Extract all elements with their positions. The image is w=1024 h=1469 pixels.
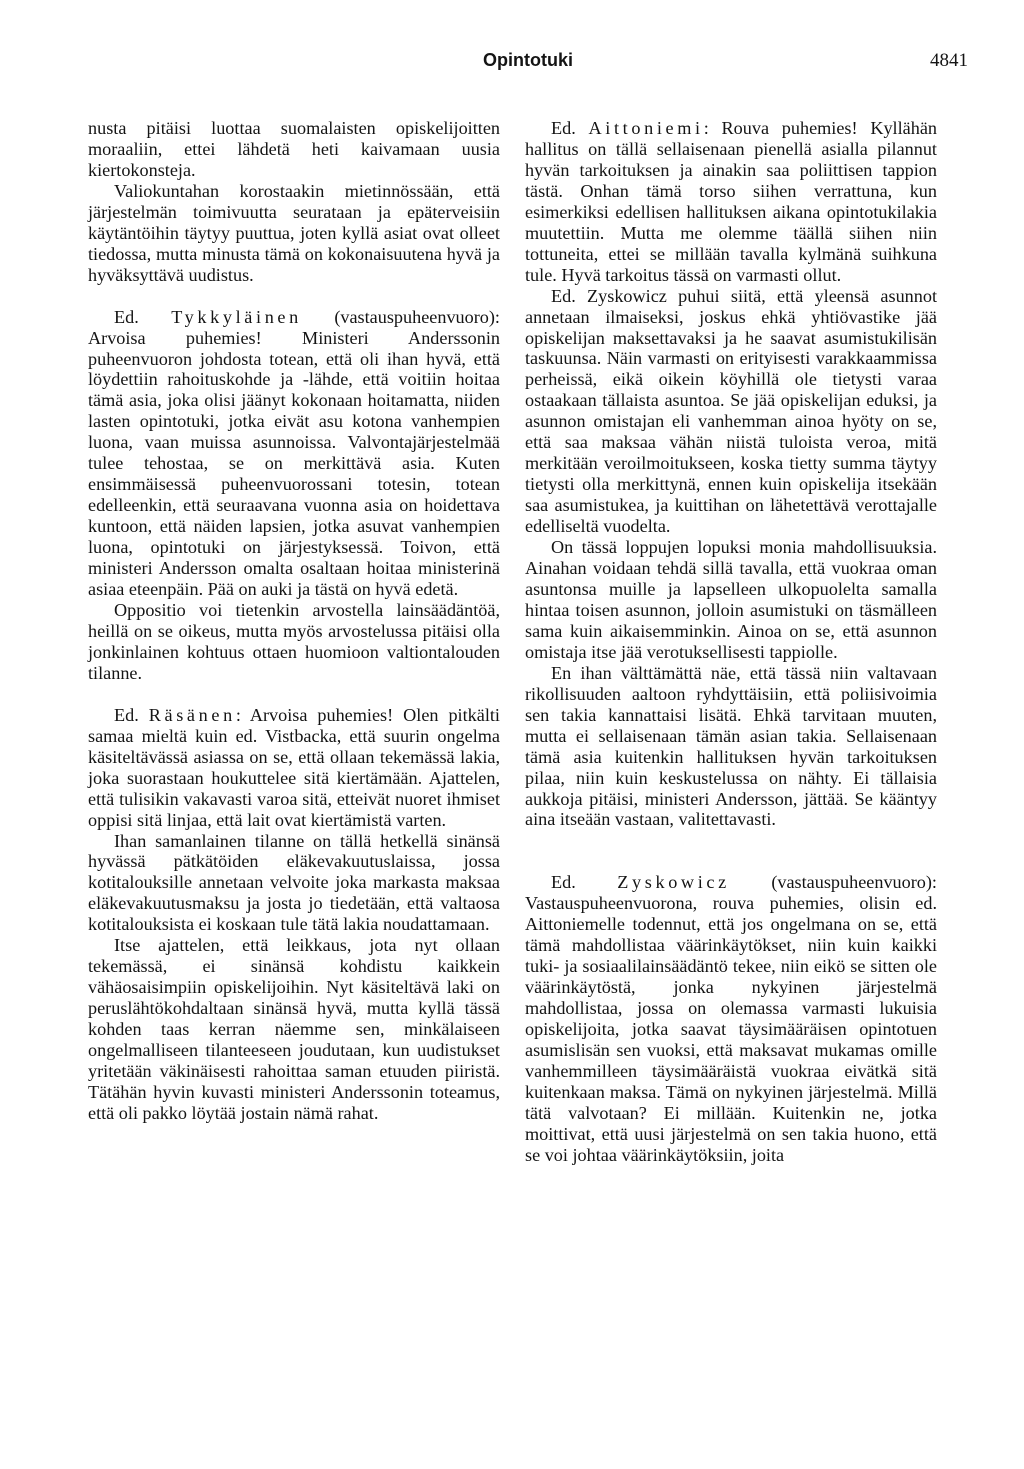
page-number: 4841 [930, 50, 968, 71]
paragraph: Ihan samanlainen tilanne on tällä hetkellä sinänsä hyvässä pätkätöiden eläkevakuutuslaissa, jossa kotitalouksille annetaan velvoite joka markasta maksaa eläkevakuutusmaksu ja josta jo tiedetään, että valtaosa kotitalouksista ei koskaan tule tätä lakia noudattamaan. [88, 830, 500, 935]
paragraph: On tässä loppujen lopuksi monia mahdollisuuksia. Ainahan voidaan tehdä sillä tavalla, että vuokraa oman asuntonsa muille ja lapselleen ulkopuolelta samalla hintaa toisen asunnon, jolloin asumistuki on täsmälleen sama kuin aikaisemminkin. Ainoa on se, että asunnon omistaja itse jää verotuksellisesti tappiolle. [525, 537, 937, 662]
speech-paragraph [88, 705, 500, 831]
speech-text: (vastauspuheenvuoro): Vastauspuheenvuorona, rouva puhemies, olisin ed. Aittoniemelle todennut, että jos ongelmana on se, että tämä mahdollistaa väärinkäytökset, niin kuin kaikki tuki- ja sosiaalilainsäädäntö tekee, niin eikö se sitten ole väärinkäytöstä, jonka nykyinen järjestelmä mahdollistaa, jossa on olemassa varmasti lukuisia opiskelijoita, jotka saavat täysimääräisen opintotuen asumislisän sen vuoksi, että maksavat mukamas omille vanhemmilleen täysimääräistä vuokraa eivätkä sitä kuitenkaan maksa. Tämä on nykyinen järjestelmä. Millä tätä valvotaan? Ei millään. Kuitenkin ne, jotka moittivat, että uusi järjestelmä on sen takia huono, että se voi johtaa väärinkäytöksiin, joita [525, 872, 937, 1165]
paragraph: Itse ajattelen, että leikkaus, jota nyt ollaan tekemässä, ei sinänsä kohdistu kaikkein vähäosaisimpiin opiskelijoihin. Nyt käsiteltävä laki on peruslähtökohdaltaan sinänsä hyvä, mutta kyllä tässä kohden taas kerran näemme sen, minkälaiseen ongelmalliseen tilanteeseen joudutaan, kun uudistukset yritetään väkinäisesti rahoittaa saman etuuden piiristä. Tätähän hyvin kuvasti ministeri Anderssonin toteamus, että oli pakko löytää jostain nämä rahat. [88, 935, 500, 1123]
speaker-name: Räsänen [148, 704, 236, 725]
speech-paragraph [525, 872, 937, 1165]
speech-text: : Arvoisa puhemies! Olen pitkälti samaa mieltä kuin ed. Vistbacka, että suurin ongelma käsiteltävässä asiassa on se, että ollaan tekemässä lakia, joka suorastaan houkuttelee sitä kiertämään. Ajattelen, että tulisikin vakavasti varoa sitä, etteivät nuoret ihmiset oppisi sitä linjaa, että lait ovat kiertämistä varten. [88, 704, 500, 830]
speech-prefix: Ed. [114, 306, 172, 327]
speaker-name: Aittoniemi [588, 118, 704, 138]
paragraph: Valiokuntahan korostaakin mietinnössään, että järjestelmän toimivuutta seurataan ja epäterveisiin käytäntöihin täytyy puuttua, joten kyllä asiat ovat olleet tiedossa, mutta minusta tämä on kokonaisuutena hyvä ja hyväksyttävä uudistus. [88, 180, 500, 285]
paragraph: Oppositio voi tietenkin arvostella lainsäädäntöä, heillä on se oikeus, mutta myös arvostelussa pitäisi olla jonkinlainen kohtuus ottaen huomioon valtiontalouden tilanne. [88, 599, 500, 683]
paragraph: nusta pitäisi luottaa suomalaisten opiskelijoitten moraaliin, ettei lähdetä heti kaivamaan uusia kiertokonsteja. [88, 118, 500, 180]
paragraph: Ed. Zyskowicz puhui siitä, että yleensä asunnot annetaan ilmaiseksi, joskus ehkä yhtiövastike jää opiskelijan maksettavaksi ja he saavat asumistukilisän taskuunsa. Näin varmasti on erityisesti varakkaammissa perheissä, eikä oikein köyhillä ole tietysti varaa ostaakaan tällaista asuntoa. Se jää opiskelijan eduksi, ja asunnon omistajan eli vanhemman ainoa hyöty on se, että saa maksaa vähän niistä tuloista veroa, mitä merkitään veroilmoitukseen, koska tietty summa täytyy tietysti olla merkittynä, ennen kuin opiskelija itsekään saa asumistukea, ja kuittihan on lähetettävä verottajalle edelliseltä vuodelta. [525, 285, 937, 537]
speech-paragraph [88, 307, 500, 600]
speaker-name: Zyskowicz [617, 872, 730, 893]
speech-text: : Rouva puhemies! Kyllähän hallitus on tällä sellaisenaan pienellä asialla pilannut hyvän tarkoituksen ja ainakin saa poliittisen tappion tästä. Onhan tämä torso siihen verrattuna, kun esimerkiksi edellisen hallituksen aikana opintotukilakia muutettiin. Mutta me olemme täällä siihen niin tottuneita, ettei se millään tavalla kylmänä suihkuna tule. Hyvä tarkoitus tässä on varmasti ollut. [525, 118, 937, 285]
speaker-name: Tykkyläinen [171, 306, 302, 327]
speech-prefix: Ed. [551, 872, 618, 893]
left-column [88, 118, 500, 1124]
paragraph: En ihan välttämättä näe, että tässä niin valtavaan rikollisuuden aaltoon ryhdyttäisiin, että poliisivoimia sen takia kannattaisi lisätä. Ehkä tarvitaan muuten, mutta ei sellaisenaan tämän asian takia. Sellaisenaan tämä asia kuitenkin hallituksen hyvän tarkoituksen pilaa, niin kuin keskustelussa on nähty. Ei tällaisia aukkoja pitäisi, ministeri Andersson, jättää. Se kääntyy aina itseään vastaan, valitettavasti. [525, 662, 937, 830]
speech-paragraph [525, 118, 937, 286]
page-header [88, 50, 968, 80]
page-title: Opintotuki [483, 50, 573, 70]
speech-text: (vastauspuheenvuoro): Arvoisa puhemies! Ministeri Anderssonin puheenvuoron johdosta totean, että oli ihan hyvä, että löydettiin rahoituskohde ja -lähde, että voitiin hoitaa tämä asia, joka olisi jäänyt kokonaan hoitamatta, niiden lasten opintotuki, jotka eivät asu kotona vanhempien luona, vaan muissa asunnoissa. Valvontajärjestelmää tulee tehostaa, se on merkittävä asia. Kuten ensimmäisessä puheenvuorossani totesin, totean edelleenkin, että seuraavana vuonna asia on hoidettava kuntoon, että näiden lapsien, jotka asuvat vanhempien luona, opintotuki on järjestyksessä. Toivon, että ministeri Andersson omalta osaltaan hoitaa ministerinä asiaa eteenpäin. Pää on auki ja tästä on hyvä edetä. [88, 306, 500, 600]
speech-prefix: Ed. [114, 704, 149, 725]
right-column [525, 118, 937, 1166]
speech-prefix: Ed. [551, 118, 589, 138]
